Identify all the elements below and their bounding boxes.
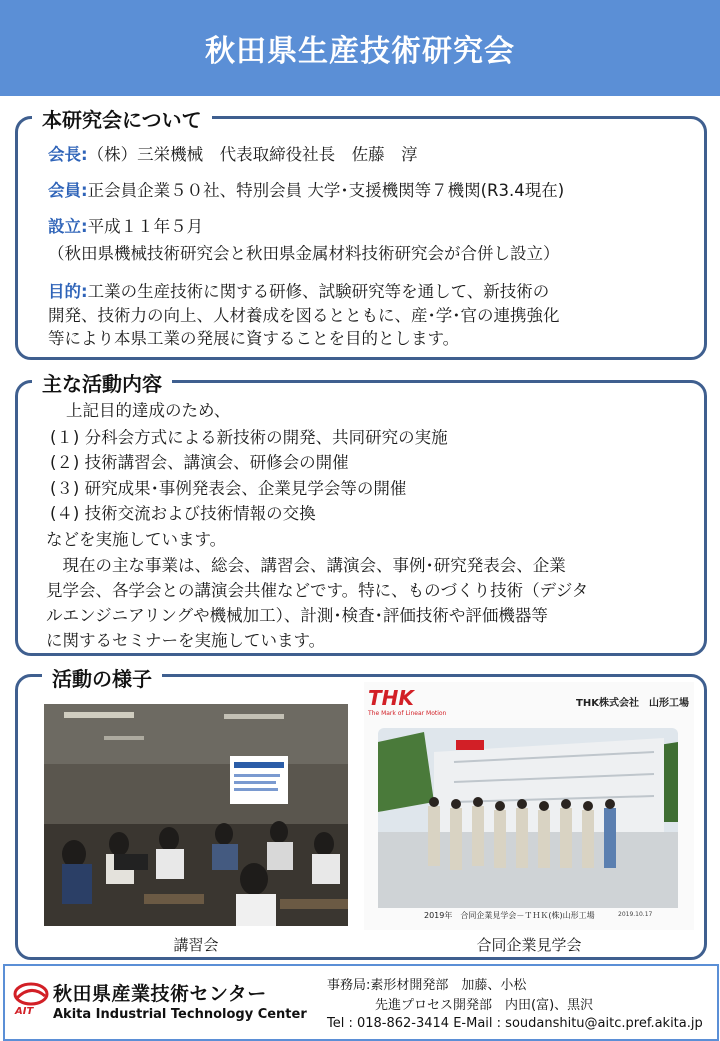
activities-section: [15, 372, 707, 656]
org-name-jp: 秋田県産業技術センター: [53, 983, 267, 1005]
page-title: 秋田県生産技術研究会: [205, 34, 515, 69]
aitc-logo-mark: AIT: [15, 1006, 34, 1017]
activities-para-1: 現在の主な事業は、総会、講習会、講演会、事例･研究発表会、企業: [46, 556, 566, 575]
purpose-line: [48, 281, 549, 303]
activities-after: などを実施しています。: [46, 530, 227, 549]
members-line: [48, 180, 564, 202]
thk-logo-sub: The Mark of Linear Motion: [368, 710, 447, 717]
activity-item-2: (２) 技術講習会、講演会、研修会の開催: [50, 453, 349, 472]
factory-visit-caption: 合同企業見学会: [476, 936, 582, 954]
purpose-label: 目的:: [48, 282, 88, 301]
activity-item-1: (１) 分科会方式による新技術の開発、共同研究の実施: [50, 428, 448, 447]
chair-value: （株）三栄機械 代表取締役社長 佐藤 淳: [87, 145, 418, 164]
purpose-text-1: 工業の生産技術に関する研修、試験研究等を通して、新技術の: [87, 282, 550, 301]
photo-date: 2019.10.17: [618, 911, 653, 918]
activities-title: 主な活動内容: [32, 368, 172, 397]
members-value: 正会員企業５０社、特別会員 大学･支援機関等７機関(R3.4現在): [87, 181, 565, 200]
photo-bottom-label: 2019年 合同企業見学会－ＴＨＫ(株)山形工場: [424, 911, 595, 920]
founded-line: [48, 216, 203, 238]
activities-para-2: 見学会、各学会との講演会共催などです。特に、ものづくり技術（デジタ: [46, 581, 589, 600]
seminar-photo: [44, 704, 348, 926]
activity-item-4: (４) 技術交流および技術情報の交換: [50, 504, 316, 523]
seminar-caption: 講習会: [173, 936, 219, 954]
about-title: 本研究会について: [32, 104, 212, 133]
contact-info: Tel : 018-862-3414 E-Mail : soudanshitu@aitc.pref.akita.jp: [327, 1016, 703, 1031]
activity-item-3: (３) 研究成果･事例発表会、企業見学会等の開催: [50, 479, 407, 498]
activities-intro: 上記目的達成のため、: [66, 401, 231, 420]
founded-value: 平成１１年５月: [87, 217, 204, 236]
factory-visit-photo: [364, 682, 694, 930]
thk-logo: THK: [368, 686, 414, 710]
office-line-1: [327, 974, 526, 993]
activities-para-4: に関するセミナーを実施しています。: [46, 631, 326, 650]
activities-para-3: ルエンジニアリングや機械加工）、計測･検査･評価技術や評価機器等: [46, 606, 548, 625]
founded-note: （秋田県機械技術研究会と秋田県金属材料技術研究会が合併し設立）: [48, 244, 560, 263]
office-dept-2: 先進プロセス開発部 内田(富)、黒沢: [375, 998, 594, 1013]
seminar-photo-image: [44, 704, 348, 926]
purpose-text-3: 等により本県工業の発展に資することを目的とします。: [48, 329, 460, 348]
office-dept-1: 素形材開発部 加藤、小松: [370, 978, 527, 993]
org-name-en: Akita Industrial Technology Center: [53, 1007, 307, 1022]
aitc-logo-icon: [11, 976, 51, 1028]
factory-visit-image: [364, 682, 694, 930]
footer: [3, 964, 719, 1041]
purpose-text-2: 開発、技術力の向上、人材養成を図るとともに、産･学･官の連携強化: [48, 306, 560, 325]
photo-corner-label: THK株式会社 山形工場: [576, 698, 689, 709]
header-banner: [0, 0, 720, 96]
office-label: 事務局:: [327, 978, 371, 993]
founded-label: 設立:: [48, 217, 88, 236]
photos-title: 活動の様子: [42, 663, 162, 692]
members-label: 会員:: [48, 181, 88, 200]
chair-label: 会長:: [48, 145, 88, 164]
chair-line: [48, 144, 418, 166]
about-section: [15, 108, 707, 360]
